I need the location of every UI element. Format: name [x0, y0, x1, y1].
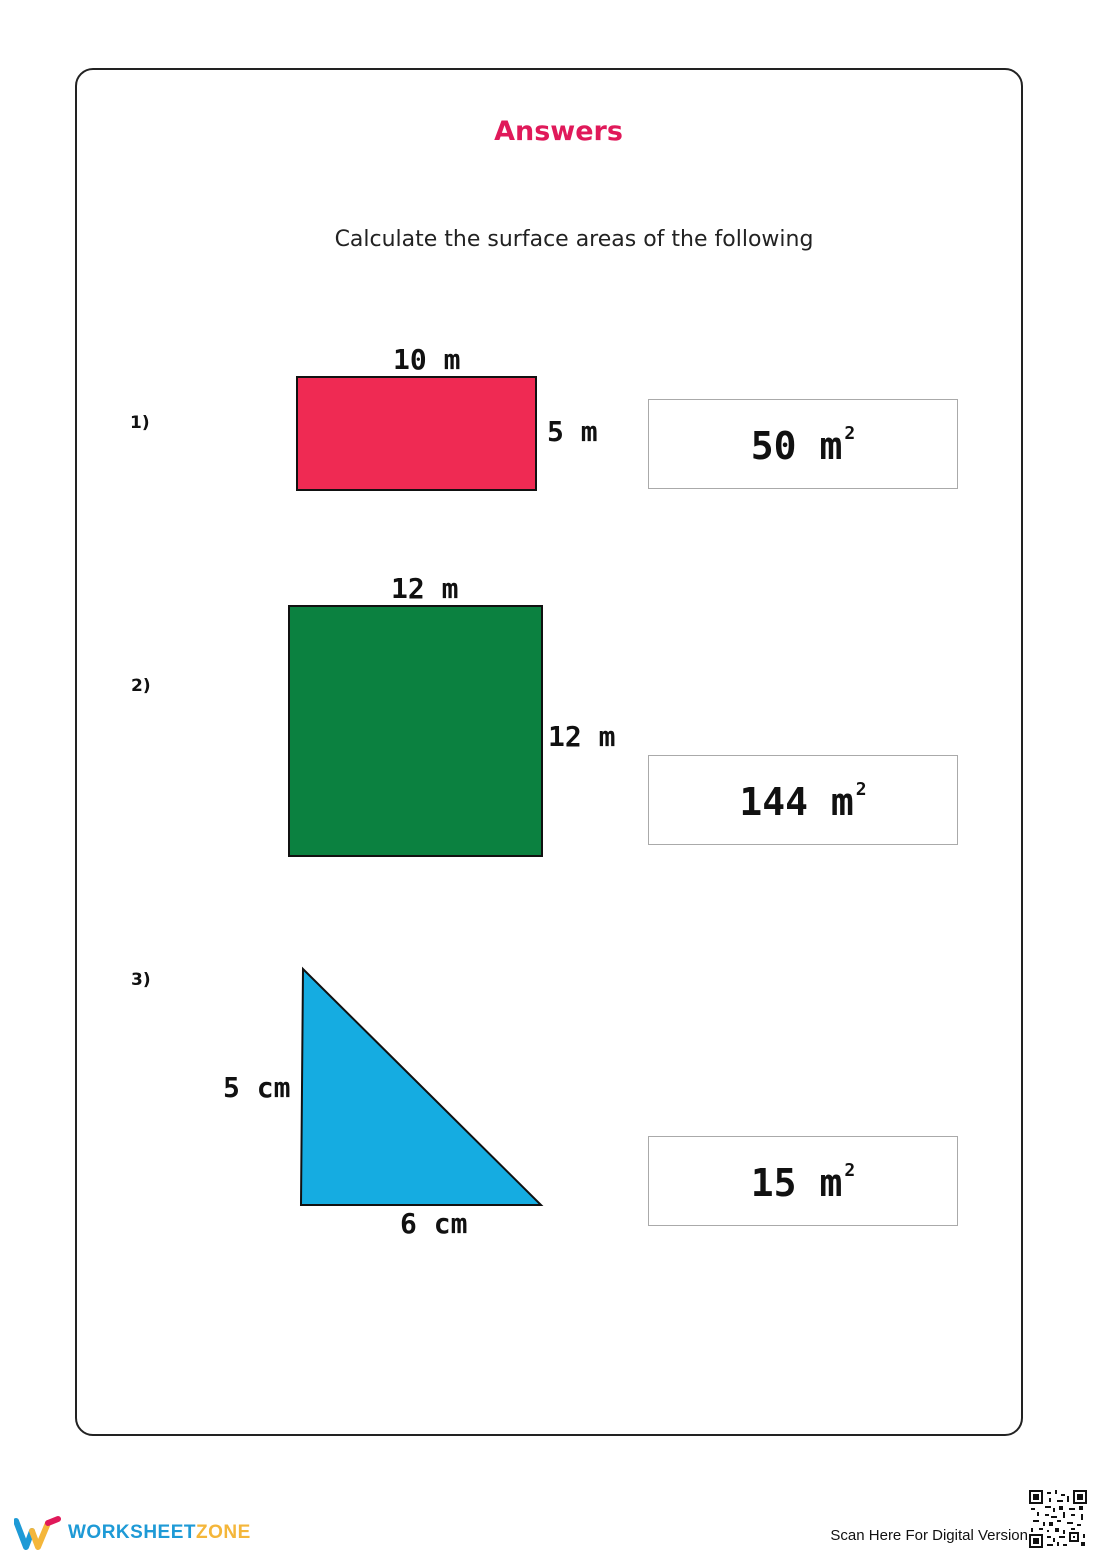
brand-name: WORKSHEETZONE — [68, 1522, 251, 1543]
answer-box-1 — [648, 399, 958, 489]
q1-top-label: 10 m — [393, 343, 461, 376]
triangle-shape — [295, 962, 550, 1212]
question-number-1: 1) — [130, 413, 150, 433]
answer-3: 15 m $^2$ — [750, 1160, 856, 1205]
square-shape — [288, 605, 543, 857]
brand-logo[interactable] — [14, 1513, 251, 1553]
q2-side-label: 12 m — [548, 720, 616, 753]
q3-bottom-label: 6 cm — [400, 1207, 468, 1240]
scan-text: Scan Here For Digital Version — [830, 1527, 1028, 1544]
answer-box-3 — [648, 1136, 958, 1226]
page-title: Answers — [494, 116, 623, 147]
rectangle-shape — [296, 376, 537, 491]
answer-1: 50 m $^2$ — [750, 423, 856, 468]
answer-box-2 — [648, 755, 958, 845]
q3-side-label: 5 cm — [223, 1071, 291, 1104]
q2-top-label: 12 m — [391, 572, 459, 605]
q1-side-label: 5 m — [547, 415, 598, 448]
instruction-text: Calculate the surface areas of the following — [334, 227, 814, 252]
worksheetzone-w-logo-icon — [14, 1515, 62, 1551]
qr-code-icon[interactable] — [1029, 1490, 1087, 1548]
question-number-3: 3) — [131, 970, 151, 990]
answer-2: 144 m $^2$ — [739, 779, 867, 824]
question-number-2: 2) — [131, 676, 151, 696]
